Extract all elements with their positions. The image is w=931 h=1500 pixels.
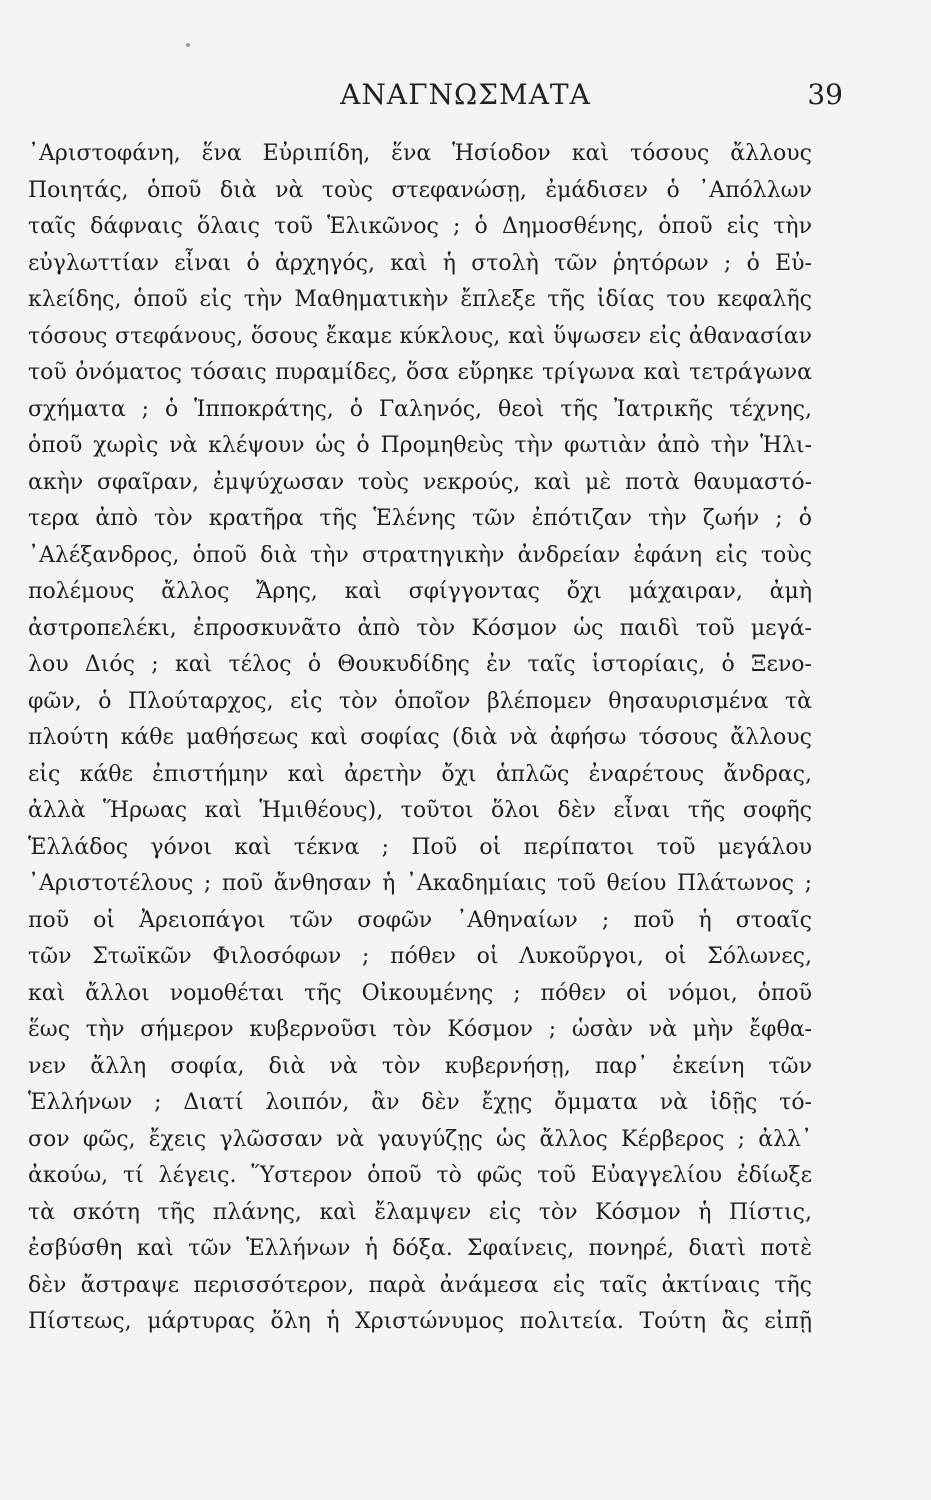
- body-text: [28, 136, 812, 1341]
- text-line: σον φῶς, ἔχεις γλῶσσαν νὰ γαυγύζῃς ὡς ἄλλος Κέρβερος ; ἀλλ᾿: [28, 1126, 812, 1152]
- text-line: ταῖς δάφναις ὅλαις τοῦ Ἑλικῶνος ; ὁ Δημοσθένης, ὁποῦ εἰς τὴν: [28, 214, 812, 239]
- text-line: Ποιητάς, ὁποῦ διὰ νὰ τοὺς στεφανώσῃ, ἐμάδισεν ὁ ᾿Απόλλων: [28, 177, 812, 203]
- text-line: τόσους στεφάνους, ὅσους ἔκαμε κύκλους, καὶ ὕψωσεν εἰς ἀθανασίαν: [28, 323, 812, 349]
- text-line: ποῦ οἱ Ἀρειοπάγοι τῶν σοφῶν ᾿Αθηναίων ; ποῦ ἡ στοαῖς: [28, 907, 812, 933]
- text-line: τοῦ ὀνόματος τόσαις πυραμίδες, ὅσα εὕρηκε τρίγωνα καὶ τετράγωνα: [28, 360, 812, 385]
- text-line: τερα ἀπὸ τὸν κρατῆρα τῆς Ἑλένης τῶν ἐπότιζαν τὴν ζωήν ; ὁ: [28, 506, 812, 531]
- text-line: πολέμους ἄλλος Ἄρης, καὶ σφίγγοντας ὄχι μάχαιραν, ἀμὴ: [28, 579, 812, 604]
- text-line: ακὴν σφαῖραν, ἐμψύχωσαν τοὺς νεκρούς, καὶ μὲ ποτὰ θαυμαστό-: [28, 469, 812, 495]
- text-line: κλείδης, ὁποῦ εἰς τὴν Μαθηματικὴν ἔπλεξε τῆς ἰδίας του κεφαλῆς: [28, 287, 812, 312]
- text-line: δὲν ἄστραψε περισσότερον, παρὰ ἀνάμεσα εἰς ταῖς ἀκτίναις τῆς: [28, 1272, 812, 1298]
- text-line: Ἑλλήνων ; Διατί λοιπόν, ἂν δὲν ἔχῃς ὄμματα νὰ ἰδῇς τό-: [28, 1090, 812, 1115]
- text-line: ἀκούω, τί λέγεις. Ὕστερον ὁποῦ τὸ φῶς τοῦ Εὐαγγελίου ἐδίωξε: [28, 1163, 812, 1188]
- text-line: ᾿Αλέξανδρος, ὁποῦ διὰ τὴν στρατηγικὴν ἀνδρείαν ἐφάνη εἰς τοὺς: [28, 542, 812, 568]
- text-line: Ἑλλάδος γόνοι καὶ τέκνα ; Ποῦ οἱ περίπατοι τοῦ μεγάλου: [28, 834, 812, 860]
- text-line: ἀστροπελέκι, ἐπροσκυνᾶτο ἀπὸ τὸν Κόσμον ὡς παιδὶ τοῦ μεγά-: [28, 615, 812, 641]
- text-line: ᾿Αριστοτέλους ; ποῦ ἄνθησαν ἡ ᾿Ακαδημίαις τοῦ θείου Πλάτωνος ;: [28, 871, 812, 896]
- text-line: λου Διός ; καὶ τέλος ὁ Θουκυδίδης ἐν ταῖς ἱστορίαις, ὁ Ξενο-: [28, 652, 812, 677]
- text-line: ὁποῦ χωρὶς νὰ κλέψουν ὡς ὁ Προμηθεὺς τὴν φωτιὰν ἀπὸ τὴν Ἡλι-: [28, 433, 812, 458]
- page-number: 39: [807, 78, 843, 111]
- text-line: τῶν Στωϊκῶν Φιλοσόφων ; πόθεν οἱ Λυκοῦργοι, οἱ Σόλωνες,: [28, 944, 812, 969]
- text-line: ἕως τὴν σήμερον κυβερνοῦσι τὸν Κόσμον ; ὡσὰν νὰ μὴν ἔφθα-: [28, 1017, 812, 1042]
- text-line: Πίστεως, μάρτυρας ὅλη ἡ Χριστώνυμος πολιτεία. Τούτη ἂς εἰπῇ: [28, 1309, 812, 1334]
- text-line: φῶν, ὁ Πλούταρχος, εἰς τὸν ὁποῖον βλέπομεν θησαυρισμένα τὰ: [28, 688, 812, 714]
- text-line: τὰ σκότη τῆς πλάνης, καὶ ἔλαμψεν εἰς τὸν Κόσμον ἡ Πίστις,: [28, 1199, 812, 1225]
- text-line: εὐγλωττίαν εἶναι ὁ ἀρχηγός, καὶ ἡ στολὴ τῶν ῥητόρων ; ὁ Εὐ-: [28, 250, 812, 276]
- paper-speck: [186, 43, 190, 47]
- text-line: καὶ ἄλλοι νομοθέται τῆς Οἰκουμένης ; πόθεν οἱ νόμοι, ὁποῦ: [28, 980, 812, 1006]
- text-line: εἰς κάθε ἐπιστήμην καὶ ἀρετὴν ὄχι ἁπλῶς ἐναρέτους ἄνδρας,: [28, 761, 812, 787]
- text-line: νεν ἄλλη σοφία, διὰ νὰ τὸν κυβερνήσῃ, παρ᾿ ἐκείνη τῶν: [28, 1053, 812, 1079]
- text-line: πλούτη κάθε μαθήσεως καὶ σοφίας (διὰ νὰ ἀφήσω τόσους ἄλλους: [28, 725, 812, 750]
- text-line: ἐσβύσθη καὶ τῶν Ἑλλήνων ἡ δόξα. Σφαίνεις, πονηρέ, διατὶ ποτὲ: [28, 1236, 812, 1261]
- running-header-title: ΑΝΑΓΝΩΣΜΑΤΑ: [340, 78, 591, 111]
- text-line: σχήματα ; ὁ Ἱπποκράτης, ὁ Γαληνός, θεοὶ τῆς Ἰατρικῆς τέχνης,: [28, 396, 812, 422]
- text-line: ἀλλὰ Ἥρωας καὶ Ἡμιθέους), τοῦτοι ὅλοι δὲν εἶναι τῆς σοφῆς: [28, 798, 812, 823]
- text-line: ᾿Αριστοφάνη, ἕνα Εὐριπίδη, ἕνα Ἡσίοδον καὶ τόσους ἄλλους: [28, 141, 812, 166]
